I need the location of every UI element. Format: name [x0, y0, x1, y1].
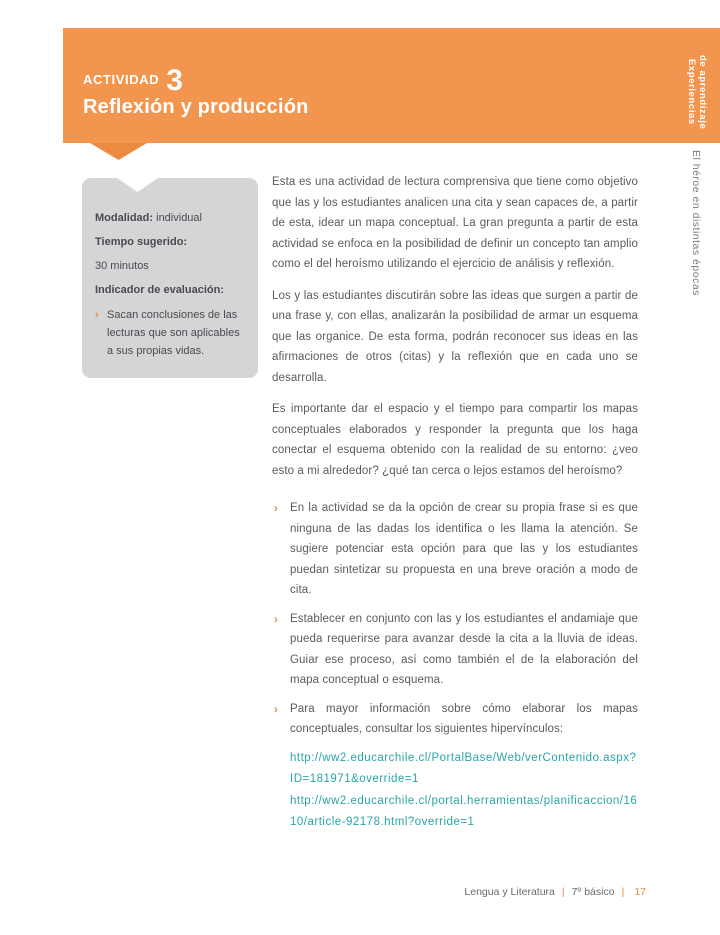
list-item-text: En la actividad se da la opción de crear su propia frase si es que ninguna de las dadas los identifica o les llama la atención. Se sugiere potenciar esta opción para que las y los estudiantes puedan sintetizar su propuesta en una breve oración a modo de cita.: [290, 502, 638, 596]
paragraph-1: Esta es una actividad de lectura comprensiva que tiene como objetivo que las y los estudiantes analicen una cita y sean capaces de, a partir de esta, idear un mapa conceptual. La gran pregunta a partir de esta actividad se enfoca en la posibilidad de definir un concepto tan amplio como el del heroísmo utilizando el ejercicio de análisis y reflexión.: [272, 176, 638, 270]
side-tab-line1: Experiencias: [686, 59, 697, 125]
list-item: [272, 609, 638, 691]
time-label-row: [95, 234, 245, 250]
bullet-chevron-icon: ›: [95, 309, 99, 321]
activity-heading: [83, 64, 183, 98]
paragraph-2: Los y las estudiantes discutirán sobre las ideas que surgen a partir de una frase y, con ellas, analizarán la posibilidad de armar un esquema que las organice. De esta forma, podrán reconocer sus ideas en las afirmaciones de otros (citas) y la reflexión que en cada uno se desarrolla.: [272, 289, 638, 384]
list-item-text: Establecer en conjunto con las y los estudiantes el andamiaje que pueda requerirse para avanzar desde la cita a la lluvia de ideas. Guiar ese proceso, así como también el de la elaboración del mapa conceptual o esquema.: [290, 612, 638, 686]
indicator-label: Indicador de evaluación:: [95, 284, 224, 296]
info-box-notch: [117, 178, 158, 192]
indicator-bullet-text: Sacan conclusiones de las lecturas que son aplicables a sus propias vidas.: [107, 309, 240, 357]
bullet-chevron-icon: ›: [274, 613, 278, 626]
chapter-side-text: El héroe en distintas épocas: [690, 150, 702, 296]
bullet-chevron-icon: ›: [274, 503, 278, 515]
footer-grade: 7º básico: [571, 886, 615, 898]
side-tab-experiencias: [686, 46, 708, 138]
page-footer: [464, 886, 646, 898]
footer-separator: |: [621, 886, 625, 898]
educarchile-link-2[interactable]: http://ww2.educarchile.cl/portal.herramientas/planificaccion/1610/article-92178.html?override=1: [290, 794, 638, 828]
side-tab-line2: de aprendizaje: [697, 54, 708, 130]
activity-label: ACTIVIDAD: [83, 72, 160, 87]
indicator-bullet-item: [95, 306, 245, 360]
footer-subject: Lengua y Literatura: [464, 886, 555, 898]
list-item: [272, 498, 638, 601]
footer-page-number: 17: [634, 886, 646, 898]
modality-label: Modalidad:: [95, 212, 154, 224]
modality-row: [95, 210, 245, 226]
time-value-row: 30 minutos: [95, 260, 149, 272]
paragraph-3: Es importante dar el espacio y el tiempo para compartir los mapas conceptuales elaborados y responder la pregunta que los haga conectar el esquema obtenido con la realidad de su entorno: ¿veo esto a mi alrededor? ¿qué tan cerca o lejos estamos del heroísmo?: [272, 403, 638, 477]
time-label: Tiempo sugerido:: [95, 236, 188, 248]
modality-value: individual: [156, 212, 202, 224]
main-content: [272, 172, 638, 834]
bullet-chevron-icon: ›: [274, 703, 278, 716]
banner-pointer-triangle: [90, 143, 147, 160]
activity-info-box: [82, 178, 258, 378]
activity-number: 3: [166, 64, 183, 97]
hyperlinks-block: [290, 748, 638, 834]
activity-title: Reflexión y producción: [83, 96, 309, 118]
list-item: [272, 699, 638, 740]
header-banner: [63, 28, 720, 143]
suggestions-list: [272, 498, 638, 740]
educarchile-link-1[interactable]: http://ww2.educarchile.cl/PortalBase/Web/verContenido.aspx?ID=181971&override=1: [290, 751, 637, 785]
indicator-label-row: [95, 282, 245, 298]
list-item-text: Para mayor información sobre cómo elaborar los mapas conceptuales, consultar los siguientes hipervínculos:: [290, 702, 638, 735]
footer-separator: |: [561, 886, 565, 898]
